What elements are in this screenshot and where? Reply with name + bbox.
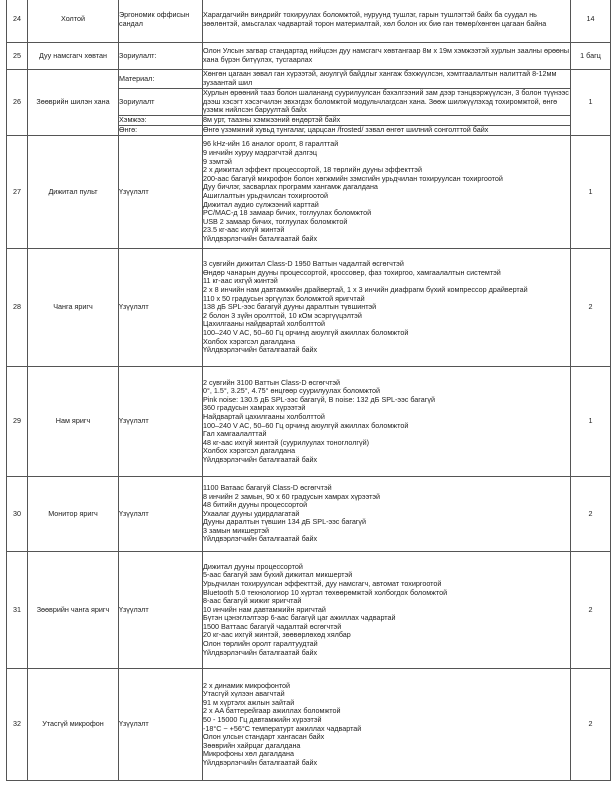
attribute-label: Зориулалт: [119, 43, 203, 70]
table-row [7, 249, 611, 367]
row-number: 30 [7, 477, 28, 552]
item-name: Утасгүй микрофон [28, 669, 119, 781]
item-name: Нам яригч [28, 367, 119, 477]
item-quantity: 2 [571, 249, 611, 367]
item-description: 96 kHz-ийн 16 аналог оролт, 8 гаралттай 9 инчийн хуруу мэдрэгчтэй дэлгэц 9 зэмтэй 2 х дижитал эффект процессортой, 18 төрлийн дууны эффекттэй 200-аас багагүй микрофон болон хөгжмийн зэмсгийн урьдчилан тохируулсан тохиргоотой Дуу бичлэг, засварлах программ хангамж дагалдана Ашиглалтын урьдчилсан тохиргоотой Дижитал аудио сүлжээний карттай PC/MAC-д 18 замаар бичих, тоглуулах боломжтой USB 2 замаар бичих, тоглуулах боломжтой 23.5 кг-аас ихгүй жинтэй Үйлдвэрлэгчийн баталгаатай байх [203, 136, 571, 249]
item-description: 1100 Ватаас багагүй Class-D өсгөгчтэй 8 инчийн 2 замын, 90 x 60 градусын хамрах хүрээтэй 48 битийн дууны процессортой Ухаалаг дууны удирдлагатай Дууны даралтын түвшин 134 дБ SPL-ээс багагүй 3 замын микшертэй Үйлдвэрлэгчийн баталгаатай байх [203, 477, 571, 552]
row-number: 28 [7, 249, 28, 367]
item-description: Хурлын өрөөний тааз болон шалананд суурилуулсан бэхэлгээний зам дээр тэнцвэржүүлсэн, 3 болон түүнээс дээш хэсэгт хэсэгчилэн эвхэгдэх боломжтой модульчлагдсан хана. Зөөж шилжүүлэхэд тохиромжтой, өнгө үзэмж нийлсэн баруултай байх [203, 88, 569, 115]
item-description: 3 сувгийн дижитал Class-D 1950 Ваттын чадалтай өсгөгчтэй Өндөр чанарын дууны процессортой, кроссовер, фаз тохиргоо, хамгаалалтын системтэй 11 кг-аас ихгүй жинтэй 2 х 8 инчийн нам давтамжийн драйвертай, 1 х 3 инчийн диафрагм бүхий компрессор драйвертай 110 х 50 градусын эргүүлэх боломжтой яригчтай 138 дБ SPL-ээс багагүй дууны даралтын түвшинтэй 2 болон 3 зүйн оролттой, 10 кОм эсэргүүцэлтэй Цахилгааны найдвартай холболттой 100–240 V AC, 50–60 Гц орчинд аюулгүй ажиллах боломжтой Холбох хэрэгсэл дагалдана Үйлдвэрлэгчийн баталгаатай байх [203, 249, 571, 367]
table-row [7, 367, 611, 477]
item-quantity: 1 [571, 70, 611, 136]
item-quantity: 2 [571, 552, 611, 669]
item-description: Дижитал дууны процессортой 5-аас багагүй зам бүхий дижитал микшертэй Урьдчилан тохируулсан эффекттэй, дуу намсгагч, автомат тохиргоотой Bluetooth 5.0 технологиор 10 хүртэл төхөөрөмжтэй холбогдох боломжтой 8-аас багагүй жижиг яригчтай 10 инчийн нам давтамжийн яригчтай Бүтэн цэнэглэлтээр 6-аас багагүй цаг ажиллах чадвартай 1500 Ваттаас багагүй чадалтай өсгөгчтэй 20 кг-аас ихгүй жинтэй, зөөвөрлөхөд хялбар Олон төрлийн оролт гаралтуудтай Үйлдвэрлэгчийн баталгаатай байх [203, 552, 571, 669]
item-name: Дуу намсгагч хөвтан [28, 43, 119, 70]
item-description: 8м урт, таазны хэмжээний өндөртэй байх [203, 116, 571, 126]
table-row [7, 136, 611, 249]
item-name: Монитор яригч [28, 477, 119, 552]
row-number: 31 [7, 552, 28, 669]
item-quantity: 14 [571, 0, 611, 43]
item-quantity: 1 [571, 367, 611, 477]
attribute-label: Эргономик оффисын сандал [119, 0, 203, 43]
item-description: Хөнгөн цагаан зөвал ган хүрээтэй, аюулгүй байдлыг хангаж бэхжүүлсэн, хэмтгаалалтын налиттай 8-12мм зузаантай шил [203, 70, 571, 89]
item-quantity: 1 [571, 136, 611, 249]
attribute-label: Зориулалт [119, 89, 203, 116]
item-name: Дижитал пульт [28, 136, 119, 249]
item-quantity: 1 багц [571, 43, 611, 70]
row-number: 26 [7, 70, 28, 136]
table-row [7, 43, 611, 70]
item-name: Зөөврийн чанга яригч [28, 552, 119, 669]
specification-table [6, 0, 611, 781]
row-number: 25 [7, 43, 28, 70]
attribute-label: Хэмжээ: [119, 116, 203, 126]
item-description: Өнгө үзэмжний хувьд тунгалаг, царцсан /frosted/ зэвал өнгөт шилний сонголттой байх [203, 126, 571, 136]
item-description: 2 сувгийн 3100 Ваттын Class-D өсгөгчтэй 0°, 1.5°, 3.25°, 4.75° өнцгөөр суурилуулах боломжтой Pink noise: 130.5 дБ SPL-ээс багагүй, B noise: 132 дБ SPL-ээс багагүй 360 градусын хамрах хүрээтэй Найдвартай цахилгааны холболттой 100–240 V AC, 50–60 Гц орчинд аюулгүй ажиллах боломжтой Гал хамгаалалттай 48 кг-аас ихгүй жинтэй (суурилуулах тоноглолгүй) Холбох хэрэгсэл дагалдана Үйлдвэрлэгчийн баталгаатай байх [203, 367, 571, 477]
item-name: Холтой [28, 0, 119, 43]
item-quantity: 2 [571, 477, 611, 552]
table-row [7, 70, 611, 89]
item-name: Зөөврийн шилэн хана [28, 70, 119, 136]
table-row [7, 477, 611, 552]
attribute-label: Үзүүлэлт [119, 552, 203, 669]
item-description: 2 х динамик микрофонтой Утасгүй хүлээн авагчтай 91 м хүртэлх ажлын зайтай 2 х AA баттерейгаар ажиллах боломжтой 50 - 15000 Гц давтамжийн хүрээтэй -18°C ~ +56°C температурт ажиллах чадвартай Олон улсын стандарт хангасан байх Зөөврийн хайрцаг дагалдана Микрофоны хөл дагалдана Үйлдвэрлэгчийн баталгаатай байх [203, 669, 571, 781]
item-description: Олон Улсын загвар стандартад нийцсэн дуу намсгагч хөвтангаар 8м x 19м хэмжээтэй хурлын заалны өрөөны хана бүрэн битүүлэх, тусгаарлах [203, 43, 571, 70]
attribute-label: Өнгө: [119, 126, 203, 136]
attribute-label: Үзүүлэлт [119, 367, 203, 477]
row-number: 27 [7, 136, 28, 249]
attribute-label: Үзүүлэлт [119, 669, 203, 781]
item-name: Чанга яригч [28, 249, 119, 367]
table-row [7, 552, 611, 669]
table-row [7, 669, 611, 781]
attribute-label: Үзүүлэлт [119, 249, 203, 367]
table-row [7, 0, 611, 43]
row-number: 32 [7, 669, 28, 781]
row-number: 24 [7, 0, 28, 43]
attribute-label: Үзүүлэлт [119, 477, 203, 552]
item-quantity: 2 [571, 669, 611, 781]
row-number: 29 [7, 367, 28, 477]
attribute-label: Материал: [119, 70, 203, 89]
attribute-label: Үзүүлэлт [119, 136, 203, 249]
item-description: Харагдагчийн виндрийг тохируулах боломжтой, нуруунд тушлэг, гарын тушлэгтэй байх ба суудал нь зөөлөнтэй, амьсгалах чадвартай торон материалтай, хөл болон их биө ган төмөр/хөнгөн цагаан байна [203, 0, 571, 43]
